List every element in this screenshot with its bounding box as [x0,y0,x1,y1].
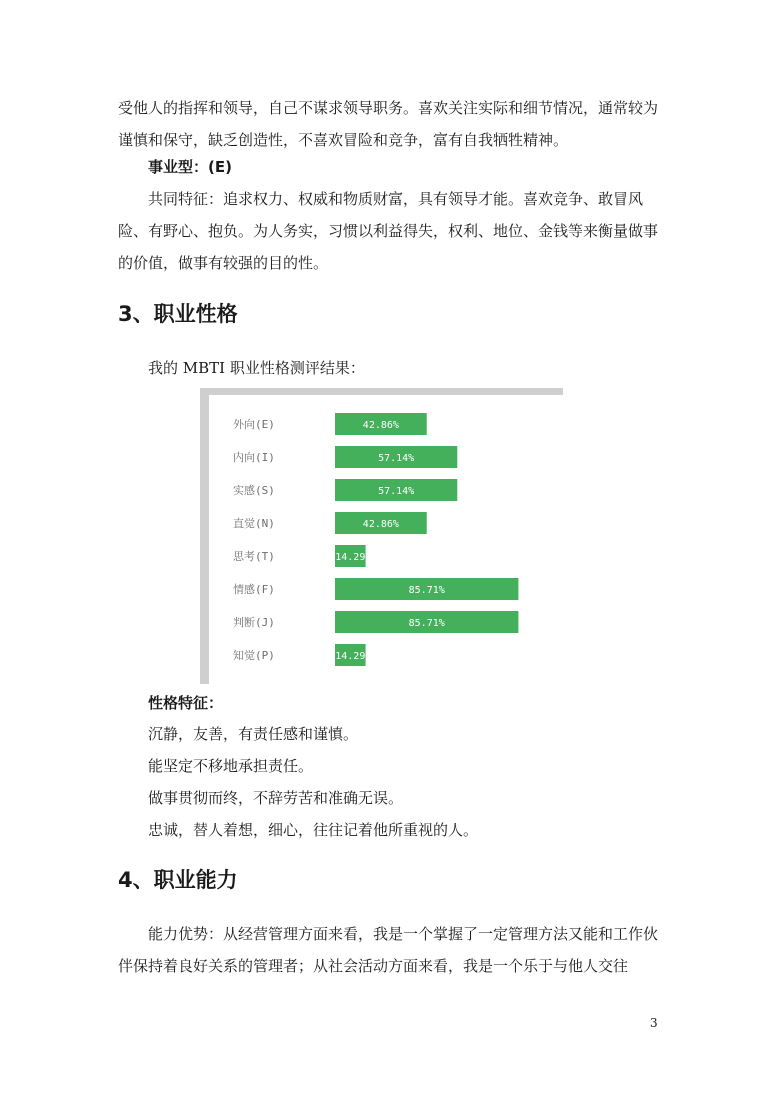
trait-line: 沉静，友善，有责任感和谨慎。 [148,725,359,743]
bar-value-label: 14.29 [335,651,366,662]
paragraph-career-type: 共同特征：追求权力、权威和物质财富，具有领导才能。喜欢竞争、敢冒风险、有野心、抱负。为人务实，习惯以利益得失，权利、地位、金钱等来衡量做事的价值，做事有较强的目的性。 [118,190,659,272]
mbti-intro: 我的 MBTI 职业性格测评结果： [148,359,365,377]
bar-value-label: 57.14% [378,486,415,497]
category-label: 判断(J) [233,616,275,629]
traits-heading: 性格特征： [148,694,224,712]
bar-value-label: 14.29 [335,552,366,563]
bar-value-label: 57.14% [378,453,415,464]
trait-line: 做事贯彻而终，不辞劳苦和准确无误。 [148,789,404,807]
bar-value-label: 42.86% [362,420,399,431]
category-label: 思考(T) [233,550,275,563]
category-label: 外向(E) [233,418,275,431]
category-label: 实感(S) [233,484,275,497]
mbti-bar-chart [200,388,563,684]
category-label: 内向(I) [233,451,275,464]
trait-line: 忠诚，替人着想，细心，往往记着他所重视的人。 [148,821,479,839]
bar-value-label: 85.71% [408,585,445,596]
category-label: 情感(F) [233,583,275,596]
paragraph-ability: 能力优势：从经营管理方面来看，我是一个掌握了一定管理方法又能和工作伙伴保持着良好关系的管理者；从社会活动方面来看，我是一个乐于与他人交往 [118,925,659,975]
trait-line: 能坚定不移地承担责任。 [148,757,314,775]
section-4-title: 4、职业能力 [118,868,238,892]
bar-value-label: 85.71% [408,618,445,629]
bar-value-label: 42.86% [362,519,399,530]
paragraph-conventional-type: 受他人的指挥和领导，自己不谋求领导职务。喜欢关注实际和细节情况，通常较为谨慎和保守，缺乏创造性，不喜欢冒险和竞争，富有自我牺牲精神。 [118,99,659,149]
page-number: 3 [650,1016,658,1030]
category-label: 知觉(P) [233,649,275,662]
section-3-title: 3、职业性格 [118,302,238,326]
career-type-heading: 事业型：(E) [148,158,232,176]
category-label: 直觉(N) [233,517,275,530]
chart-svg [200,388,563,684]
